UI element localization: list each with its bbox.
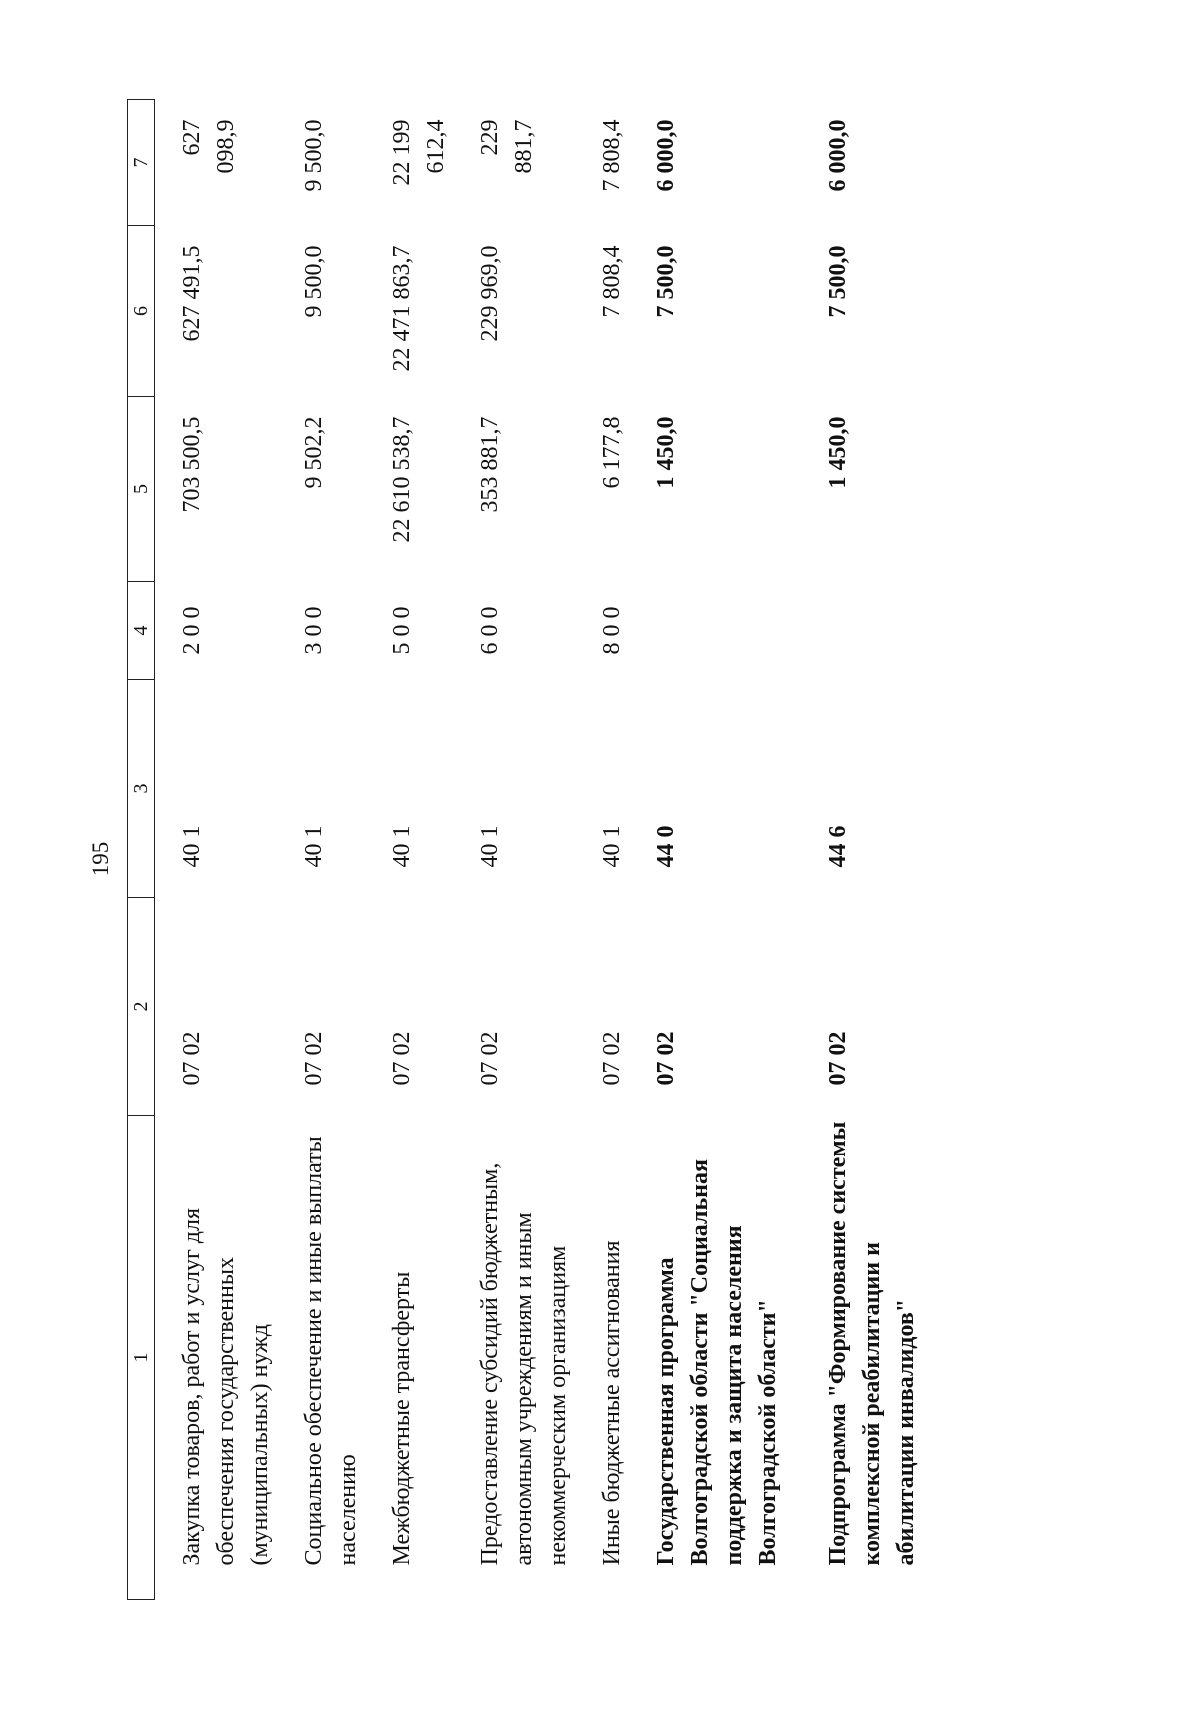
row-expense-type <box>785 582 923 680</box>
header-col-7: 7 <box>128 100 155 226</box>
row-value-5: 6 177,8 <box>599 416 625 489</box>
row-section-code: 07 02 <box>825 1031 851 1086</box>
row-section-code: 07 02 <box>477 1031 503 1086</box>
row-value-7: 627 098,9 <box>179 119 239 174</box>
budget-table <box>127 99 923 1600</box>
row-program-code: 40 1 <box>389 825 415 868</box>
row-value-6: 627 491,5 <box>179 245 205 342</box>
row-program-code: 40 1 <box>301 825 327 868</box>
row-name: Государственная программа Волгоградской области "Социальная поддержка и защита населения Волгоградской области" <box>653 1159 781 1566</box>
row-program-code: 40 1 <box>599 825 625 868</box>
row-name: Социальное обеспечение и иные выплаты населению <box>301 1136 361 1566</box>
row-name: Подпрограмма "Формирование системы комплексной реабилитации и абилитации инвалидов" <box>825 1121 919 1566</box>
table-row <box>785 100 923 1600</box>
row-expense-type: 3 0 0 <box>301 606 327 655</box>
row-value-7: 6 000,0 <box>653 119 679 192</box>
header-col-2: 2 <box>128 898 155 1116</box>
row-expense-type: 5 0 0 <box>389 606 415 655</box>
row-value-5: 9 502,2 <box>301 416 327 489</box>
table-body <box>155 100 924 1600</box>
row-value-5: 1 450,0 <box>825 416 851 489</box>
table-row <box>365 100 453 1600</box>
row-value-7: 9 500,0 <box>301 119 327 192</box>
row-value-6: 22 471 863,7 <box>389 245 415 372</box>
row-value-7: 7 808,4 <box>599 119 625 192</box>
row-section-code: 07 02 <box>179 1031 205 1086</box>
row-value-6: 7 500,0 <box>653 245 679 318</box>
row-program-code: 44 6 <box>825 825 851 868</box>
table-header <box>128 100 155 1600</box>
row-name: Предоставление субсидий бюджетным, автономным учреждениям и иным некоммерческим организациям <box>477 1162 571 1566</box>
rotated-table-container <box>127 100 927 1600</box>
table-row <box>277 100 365 1600</box>
table-row <box>155 100 278 1600</box>
row-program-code: 44 0 <box>653 825 679 868</box>
row-value-5: 703 500,5 <box>179 416 205 513</box>
row-value-7: 22 199 612,4 <box>389 119 449 186</box>
row-section-code: 07 02 <box>599 1031 625 1086</box>
row-section-code: 07 02 <box>301 1031 327 1086</box>
header-col-4: 4 <box>128 582 155 680</box>
row-value-5: 1 450,0 <box>653 416 679 489</box>
row-name: Иные бюджетные ассигнования <box>599 1240 625 1566</box>
row-value-5: 22 610 538,7 <box>389 416 415 543</box>
row-section-code: 07 02 <box>389 1031 415 1086</box>
row-name: Закупка товаров, работ и услуг для обеспечения государственных (муниципальных) нужд <box>179 1207 273 1566</box>
table-row <box>629 100 785 1600</box>
row-expense-type: 2 0 0 <box>179 606 205 655</box>
row-program-code: 40 1 <box>477 825 503 868</box>
header-col-3: 3 <box>128 680 155 898</box>
table-row <box>575 100 629 1600</box>
header-col-1: 1 <box>128 1116 155 1600</box>
page-number: 195 <box>88 841 113 877</box>
row-value-6: 229 969,0 <box>477 245 503 342</box>
row-name: Межбюджетные трансферты <box>389 1271 415 1566</box>
row-value-7: 229 881,7 <box>477 119 537 174</box>
row-section-code: 07 02 <box>653 1031 679 1086</box>
row-value-6: 7 808,4 <box>599 245 625 318</box>
row-program-code: 40 1 <box>179 825 205 868</box>
row-value-6: 7 500,0 <box>825 245 851 318</box>
header-col-5: 5 <box>128 397 155 582</box>
row-expense-type: 8 0 0 <box>599 606 625 655</box>
row-expense-type: 6 0 0 <box>477 606 503 655</box>
row-value-6: 9 500,0 <box>301 245 327 318</box>
row-value-7: 6 000,0 <box>825 119 851 192</box>
table-row <box>453 100 575 1600</box>
row-value-5: 353 881,7 <box>477 416 503 513</box>
header-col-6: 6 <box>128 226 155 397</box>
header-row <box>128 100 155 1600</box>
row-expense-type <box>629 582 785 680</box>
